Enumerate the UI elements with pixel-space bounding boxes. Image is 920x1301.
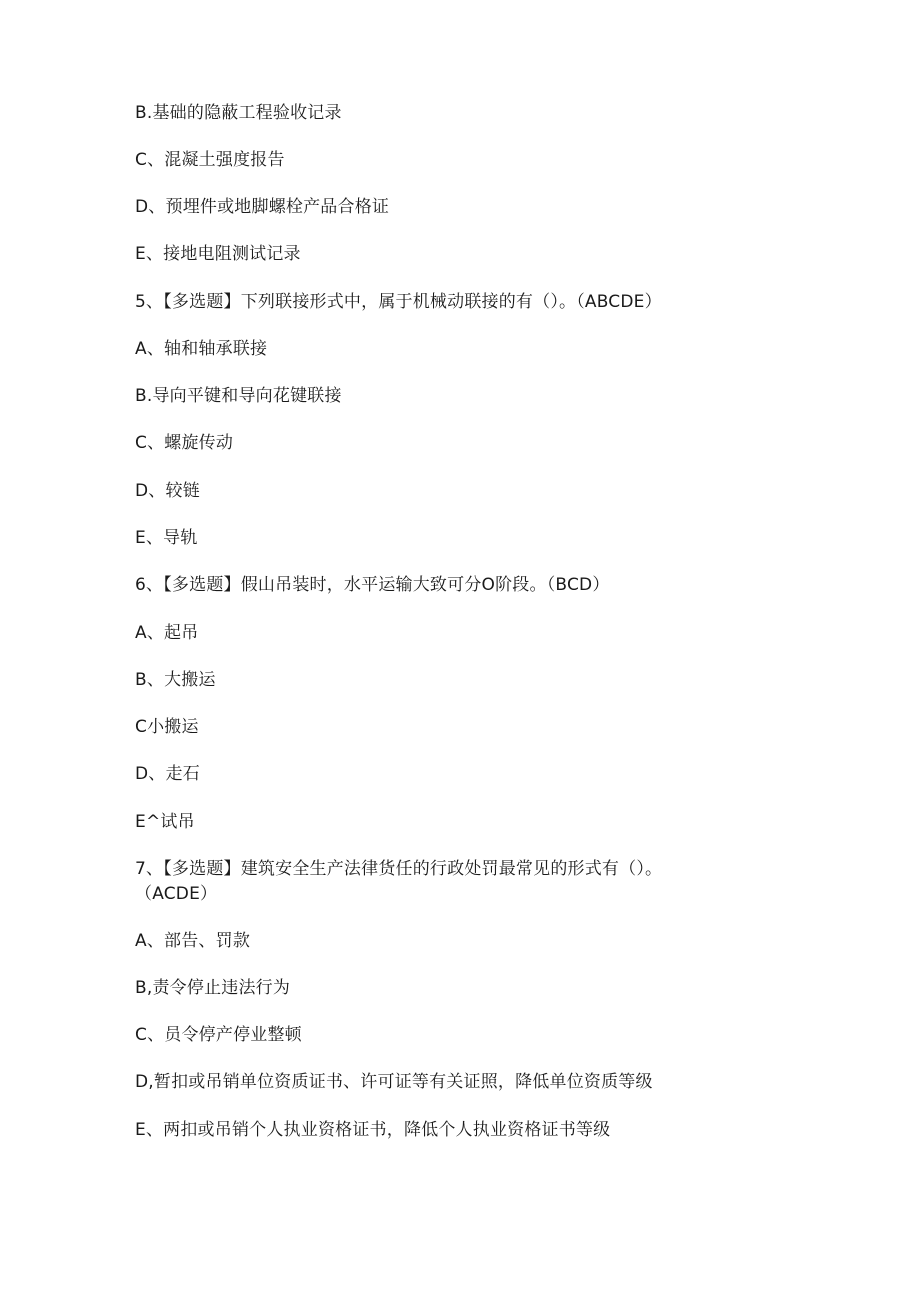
option-b-q4: B.基础的隐蔽工程验收记录	[135, 103, 342, 123]
option-e-q5: E、导轨	[135, 528, 198, 548]
question-5: 5、【多选题】下列联接形式中，属于机械动联接的有（）。（ABCDE）	[135, 292, 662, 312]
option-d-q6: D、走石	[135, 764, 200, 784]
option-d-q4: D、预埋件或地脚螺栓产品合格证	[135, 197, 390, 217]
option-d-q7: D,暂扣或吊销单位资质证书、许可证等有关证照，降低单位资质等级	[135, 1072, 653, 1092]
option-c-q6: C小搬运	[135, 717, 199, 737]
question-7-answer: （ACDE）	[135, 884, 218, 904]
question-6: 6、【多选题】假山吊装时，水平运输大致可分O阶段。（BCD）	[135, 575, 610, 595]
option-a-q5: A、轴和轴承联接	[135, 339, 268, 359]
option-e-q4: E、接地电阻测试记录	[135, 244, 301, 264]
option-a-q7: A、部告、罚款	[135, 931, 251, 951]
option-d-q5: D、较链	[135, 481, 200, 501]
option-b-q6: B、大搬运	[135, 670, 216, 690]
option-b-q5: B.导向平键和导向花键联接	[135, 386, 342, 406]
option-e-q7: E、两扣或吊销个人执业资格证书，降低个人执业资格证书等级	[135, 1120, 611, 1140]
option-b-q7: B,责令停止违法行为	[135, 978, 291, 998]
option-a-q6: A、起吊	[135, 623, 199, 643]
option-c-q4: C、混凝土强度报告	[135, 150, 285, 170]
option-c-q5: C、螺旋传动	[135, 433, 234, 453]
question-7: 7、【多选题】建筑安全生产法律货任的行政处罚最常见的形式有（）。	[135, 859, 663, 879]
option-c-q7: C、员令停产停业整顿	[135, 1025, 302, 1045]
option-e-q6: E^试吊	[135, 812, 195, 832]
